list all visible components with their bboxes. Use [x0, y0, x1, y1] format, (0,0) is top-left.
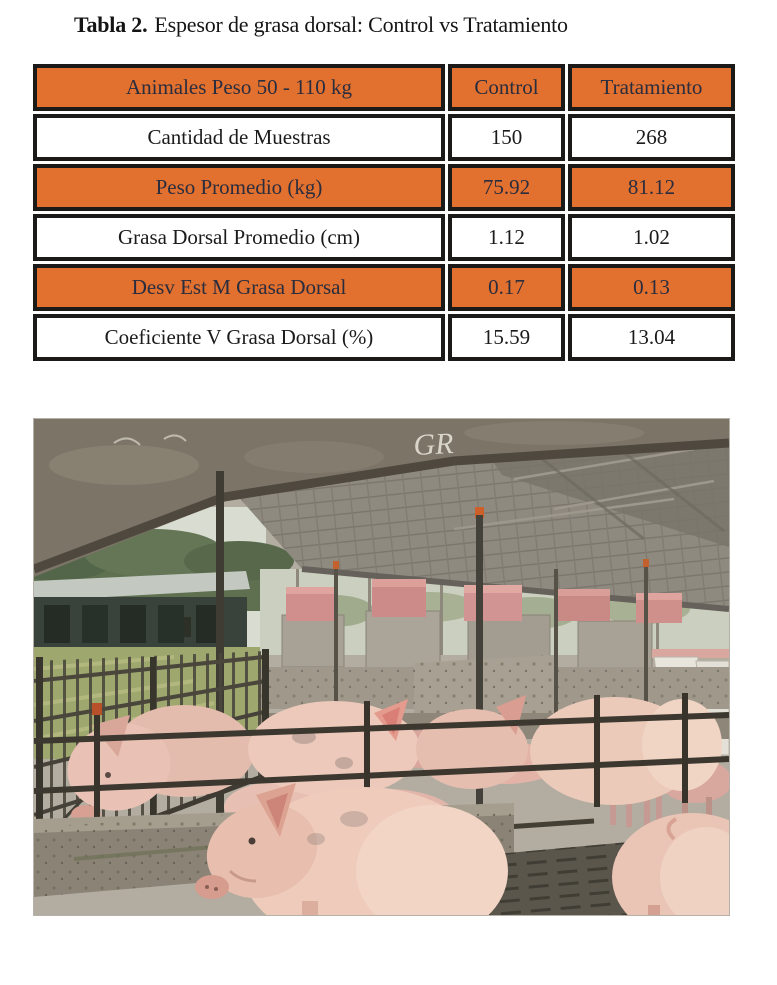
table-caption-text: Espesor de grasa dorsal: Control vs Tratamiento: [154, 12, 568, 37]
data-table-body: [33, 64, 735, 361]
table-row: [33, 264, 735, 311]
row-label-cell: Cantidad de Muestras: [33, 114, 445, 161]
table-row: [33, 164, 735, 211]
row-label-cell: Peso Promedio (kg): [33, 164, 445, 211]
value-cell: 0.13: [568, 264, 735, 311]
rail-cap: [92, 703, 102, 715]
distant-person: [184, 617, 191, 637]
value-cell: Control: [448, 64, 565, 111]
table-caption: [74, 12, 568, 38]
table-row: [33, 114, 735, 161]
graffiti-text: GR: [412, 426, 455, 462]
value-cell: Tratamiento: [568, 64, 735, 111]
value-cell: 75.92: [448, 164, 565, 211]
pig-farm-photo: [33, 418, 730, 916]
row-label-cell: Grasa Dorsal Promedio (cm): [33, 214, 445, 261]
value-cell: 15.59: [448, 314, 565, 361]
table-row: [33, 214, 735, 261]
row-label-cell: Animales Peso 50 - 110 kg: [33, 64, 445, 111]
value-cell: 1.12: [448, 214, 565, 261]
row-label-cell: Coeficiente V Grasa Dorsal (%): [33, 314, 445, 361]
data-table: [30, 61, 738, 364]
row-label-cell: Desv Est M Grasa Dorsal: [33, 264, 445, 311]
value-cell: 13.04: [568, 314, 735, 361]
table-row: [33, 64, 735, 111]
value-cell: 268: [568, 114, 735, 161]
value-cell: 81.12: [568, 164, 735, 211]
pig-farm-illustration: [34, 419, 729, 915]
value-cell: 150: [448, 114, 565, 161]
value-cell: 1.02: [568, 214, 735, 261]
value-cell: 0.17: [448, 264, 565, 311]
table-caption-label: Tabla 2.: [74, 12, 148, 37]
table-row: [33, 314, 735, 361]
